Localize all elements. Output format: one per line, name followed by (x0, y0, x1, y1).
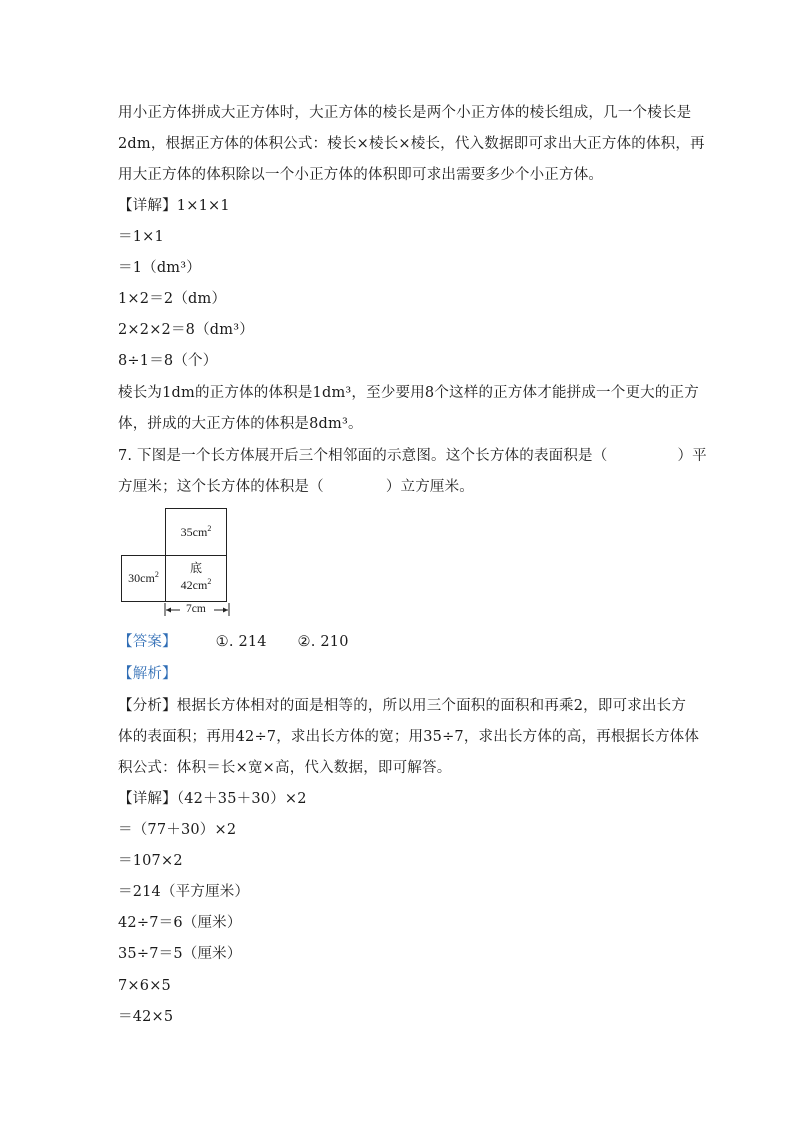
solution-line-7: 7×6×5 (118, 978, 171, 994)
question-7-text-b: ）平 (677, 448, 707, 464)
cuboid-net-figure (118, 508, 238, 618)
question-7-line-1 (118, 446, 707, 466)
conclusion-line-2: 体，拼成的大正方体的体积是8dm³。 (118, 416, 363, 432)
text-line-3: 用大正方体的体积除以一个小正方体的体积即可求出需要多少个小正方体。 (118, 167, 604, 183)
analysis-line-2: 体的表面积；再用42÷7，求出长方体的宽；用35÷7，求出长方体的高，再根据长方体体 (118, 729, 700, 745)
analysis-heading: 【解析】 (118, 666, 177, 682)
solution-line-1: 【详解】（42＋35＋30）×2 (118, 791, 307, 807)
detail-line-4: 1×2＝2（dm） (118, 291, 227, 307)
bottom-face: 底 $42cm^2$ (165, 555, 227, 602)
analysis-line-3: 积公式：体积＝长×宽×高，代入数据，即可解答。 (118, 760, 452, 776)
question-7-text-a: 7. 下图是一个长方体展开后三个相邻面的示意图。这个长方体的表面积是（ (118, 448, 608, 464)
text-line-2: 2dm，根据正方体的体积公式：棱长×棱长×棱长，代入数据即可求出大正方体的体积，再 (118, 136, 705, 152)
solution-line-2: ＝（77＋30）×2 (118, 822, 237, 838)
answer-item-1: ①. 214 (215, 634, 267, 650)
solution-line-6: 35÷7＝5（厘米） (118, 946, 242, 962)
answer-label: 【答案】 (118, 634, 177, 650)
solution-line-5: 42÷7＝6（厘米） (118, 915, 242, 931)
question-7-text-c: 方厘米；这个长方体的体积是（ (118, 479, 324, 495)
text-line-1: 用小正方体拼成大正方体时，大正方体的棱长是两个小正方体的棱长组成，几一个棱长是 (118, 105, 692, 121)
question-7-text-d: ）立方厘米。 (385, 479, 475, 495)
top-face: $35cm^2$ (165, 508, 227, 556)
solution-line-4: ＝214（平方厘米） (118, 884, 250, 900)
bottom-face-title: 底 (189, 561, 202, 575)
left-face-label: 30cm (128, 571, 155, 585)
dimension-label: 7cm (186, 603, 206, 615)
bottom-face-label: 42cm (180, 578, 208, 592)
detail-line-3: ＝1（dm³） (118, 260, 201, 276)
solution-line-3: ＝107×2 (118, 853, 183, 869)
solution-line-8: ＝42×5 (118, 1009, 174, 1025)
detail-line-1: 【详解】1×1×1 (118, 198, 230, 214)
top-face-label: 35cm (180, 525, 208, 539)
detail-line-6: 8÷1＝8（个） (118, 353, 218, 369)
answer-item-2: ②. 210 (297, 634, 349, 650)
conclusion-line-1: 棱长为1dm的正方体的体积是1dm³，至少要用8个这样的正方体才能拼成一个更大的正方 (118, 385, 699, 401)
detail-line-2: ＝1×1 (118, 229, 164, 245)
left-face: $30cm^2$ (121, 555, 166, 602)
analysis-line-1: 【分析】根据长方体相对的面是相等的，所以用三个面积的面积和再乘2，即可求出长方 (118, 698, 687, 714)
detail-line-5: 2×2×2＝8（dm³） (118, 322, 254, 338)
question-7-line-2 (118, 477, 474, 497)
answer-line (118, 632, 349, 652)
